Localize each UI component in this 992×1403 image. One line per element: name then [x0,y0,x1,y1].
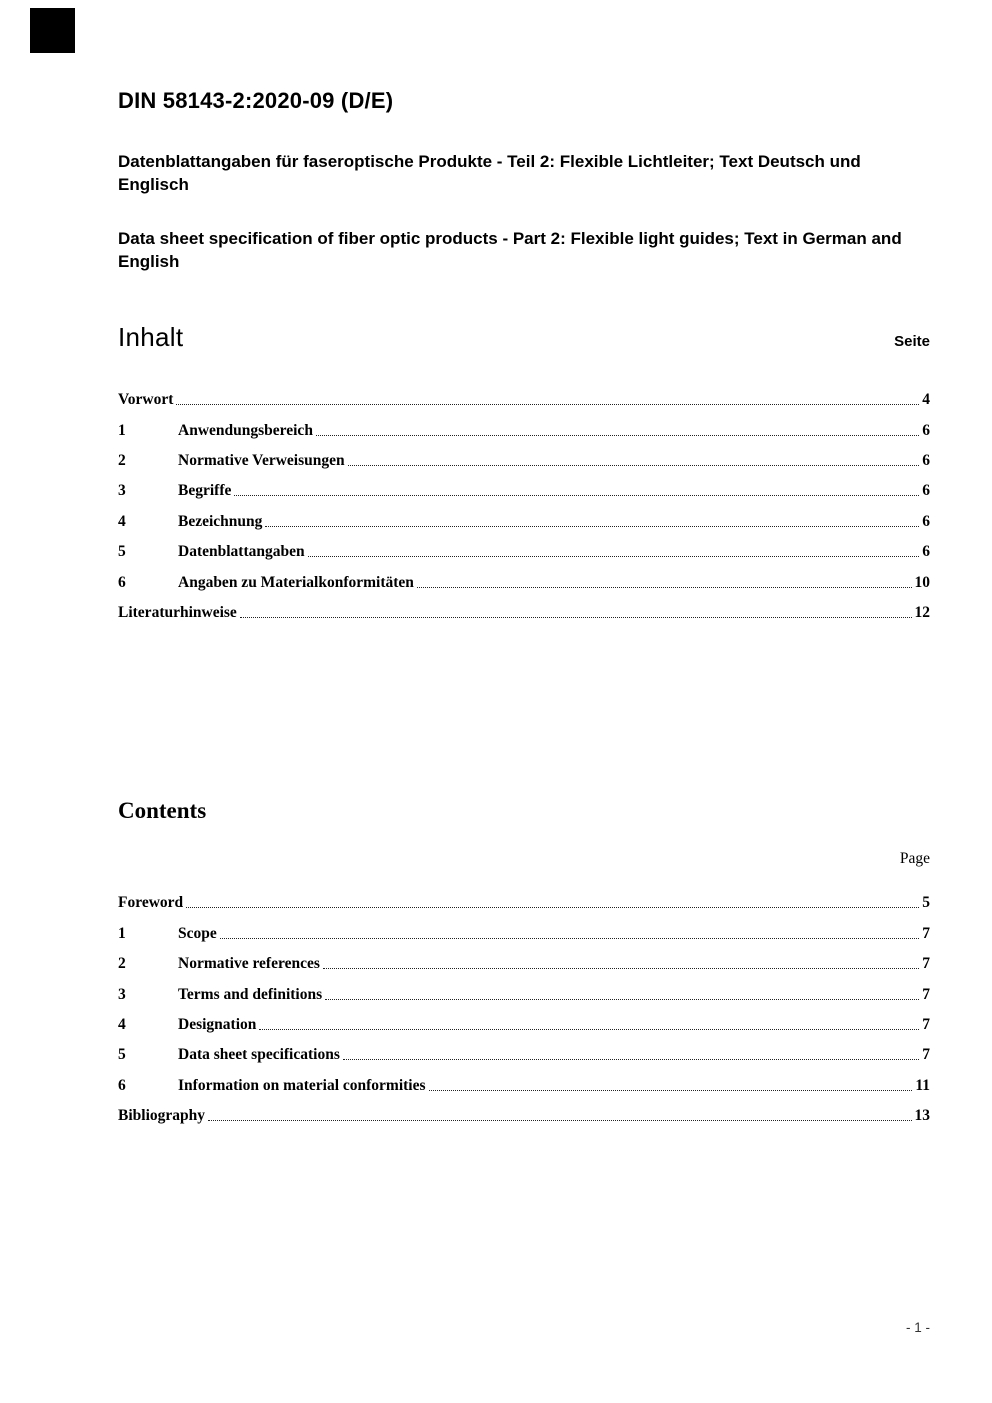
toc-entry-label: Data sheet specifications [178,1046,340,1064]
toc-entry-number: 3 [118,482,126,500]
dot-leader [343,1059,919,1060]
toc-entry [118,1064,930,1094]
toc-entry-label: Bibliography [118,1107,205,1125]
document-page [118,0,930,1125]
toc-entry-label: Anwendungsbereich [178,421,313,439]
toc-entry-page: 5 [922,894,930,912]
toc-entry-number: 3 [118,985,126,1003]
toc-entry-label: Information on material conformities [178,1076,426,1094]
toc-entry-label: Scope [178,924,217,942]
dot-leader [265,526,919,527]
toc-entry-number: 6 [118,573,126,591]
toc-entry-label: Begriffe [178,482,232,500]
toc-entry [118,531,930,561]
toc-entry-page: 7 [922,1015,930,1033]
toc-entry [118,470,930,500]
toc-german-list [118,379,930,622]
toc-entry-label: Bezeichnung [178,512,263,530]
toc-entry-page: 6 [922,512,930,530]
toc-entry-page: 7 [922,924,930,942]
toc-entry-number: 5 [118,1046,126,1064]
toc-entry [118,1095,930,1125]
toc-entry-label: Designation [178,1015,257,1033]
toc-entry-page: 6 [922,482,930,500]
toc-entry-page: 6 [922,421,930,439]
toc-entry-label: Foreword [118,894,184,912]
toc-german-page-column-label: Seite [894,332,930,350]
toc-entry [118,912,930,942]
toc-entry-page: 7 [922,955,930,973]
dot-leader [220,938,920,939]
toc-entry [118,409,930,439]
toc-entry-number: 2 [118,451,126,469]
toc-entry-page: 10 [914,573,930,591]
toc-entry [118,973,930,1003]
toc-entry-number: 2 [118,955,126,973]
toc-entry-number: 5 [118,543,126,561]
toc-entry-number: 1 [118,421,126,439]
toc-entry-label: Normative references [178,955,320,973]
toc-entry-number: 4 [118,1015,126,1033]
toc-entry-number: 1 [118,924,126,942]
document-title-english: Data sheet specification of fiber optic products - Part 2: Flexible light guides; Text in German and English [118,228,902,272]
toc-entry-page: 4 [922,391,930,409]
toc-entry [118,379,930,409]
toc-english-page-column-label: Page [899,849,930,867]
dot-leader [325,999,919,1000]
dot-leader [234,495,919,496]
toc-entry-page: 12 [914,603,930,621]
corner-black-square [30,8,75,53]
toc-entry-label: Normative Verweisungen [178,451,345,469]
dot-leader [186,907,919,908]
toc-german-header-row [118,322,930,353]
toc-entry-number: 4 [118,512,126,530]
toc-entry-page: 6 [922,543,930,561]
toc-entry-label: Vorwort [118,391,174,409]
document-number: DIN 58143-2:2020-09 (D/E) [118,88,394,113]
toc-entry-page: 7 [922,985,930,1003]
document-title-german: Datenblattangaben für faseroptische Produkte - Teil 2: Flexible Lichtleiter; Text Deutsch und Englisch [118,152,861,195]
toc-entry [118,561,930,591]
dot-leader [417,587,912,588]
toc-english-list [118,882,930,1125]
dot-leader [316,435,919,436]
toc-entry-label: Datenblattangaben [178,543,305,561]
toc-entry [118,882,930,912]
toc-entry [118,1034,930,1064]
dot-leader [429,1090,913,1091]
toc-entry-label: Literaturhinweise [118,603,237,621]
dot-leader [308,556,920,557]
dot-leader [176,404,919,405]
dot-leader [259,1029,919,1030]
toc-entry-page: 11 [915,1076,930,1094]
toc-entry-page: 6 [922,451,930,469]
page-number: - 1 - [905,1320,930,1335]
toc-entry-label: Angaben zu Materialkonformitäten [178,573,414,591]
toc-english-heading: Contents [118,797,207,823]
toc-entry-page: 7 [922,1046,930,1064]
toc-entry [118,1004,930,1034]
toc-entry-page: 13 [914,1107,930,1125]
dot-leader [240,617,912,618]
toc-entry [118,440,930,470]
toc-entry-number: 6 [118,1076,126,1094]
toc-entry [118,943,930,973]
toc-entry [118,592,930,622]
toc-entry-label: Terms and definitions [178,985,323,1003]
dot-leader [323,968,919,969]
dot-leader [208,1120,912,1121]
toc-entry [118,500,930,530]
dot-leader [348,465,920,466]
toc-german-heading: Inhalt [118,321,184,352]
